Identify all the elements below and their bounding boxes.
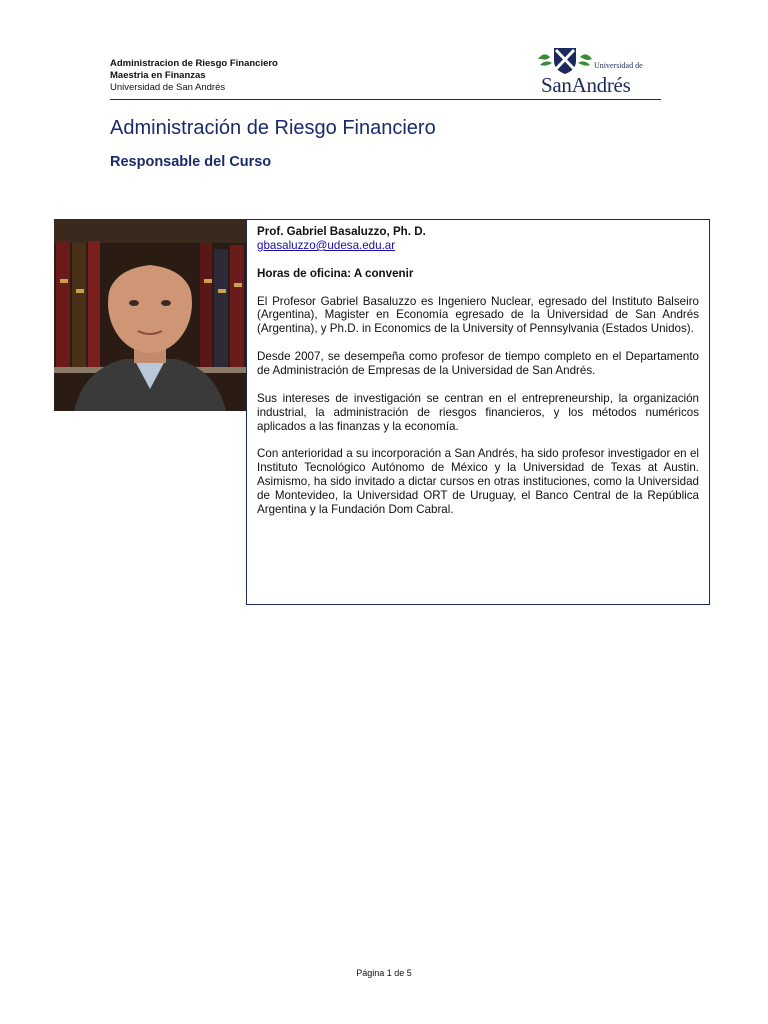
portrait-photo-icon — [54, 219, 246, 411]
instructor-name: Prof. Gabriel Basaluzzo, Ph. D. — [257, 225, 426, 238]
bio-paragraph-research: Sus intereses de investigación se centran en el entrepreneurship, la organización industrial, la administración de riesgos financieros, y los métodos numéricos aplicados a las finanzas y la economía. — [257, 391, 699, 433]
university-logo — [536, 45, 660, 95]
bio-paragraph-position: Desde 2007, se desempeña como profesor de tiempo completo en el Departamento de Administración de Empresas de la Universidad de San Andrés. — [257, 350, 699, 378]
bio-paragraph-experience: Con anterioridad a su incorporación a San Andrés, ha sido profesor investigador en el Instituto Tecnológico Autónomo de México y la Universidad de Texas at Austin. Asimismo, ha sido invitado a dictar cursos en otras instituciones, como la Universidad de Montevideo, la Universidad ORT de Uruguay, el Banco Central de la República Argentina y la Fundación Dom Cabral. — [257, 447, 699, 517]
instructor-photo — [54, 219, 246, 411]
instructor-email-link[interactable]: gbasaluzzo@udesa.edu.ar — [257, 238, 396, 252]
shield-crest-icon — [536, 45, 600, 75]
bio-paragraph-education: El Profesor Gabriel Basaluzzo es Ingeniero Nuclear, egresado del Instituto Balseiro (Argentina), Magister en Economía egresado de la Universidad de San Andrés (Argentina), y Ph.D. in Economics de la University of Pennsylvania (Estados Unidos). — [257, 294, 699, 336]
header-divider — [110, 99, 661, 100]
header-course: Administracion de Riesgo Financiero — [110, 58, 278, 69]
logo-name: SanAndrés — [541, 73, 631, 97]
instructor-bio-box — [246, 219, 710, 605]
section-subtitle: Responsable del Curso — [110, 154, 272, 170]
logo-small-text: Universidad de — [594, 61, 643, 70]
page-number: Página 1 de 5 — [356, 968, 412, 978]
header-program: Maestria en Finanzas — [110, 70, 206, 81]
page-title: Administración de Riesgo Financiero — [110, 117, 436, 139]
page-header — [110, 58, 278, 94]
office-hours: Horas de oficina: A convenir — [257, 266, 414, 280]
header-university: Universidad de San Andrés — [110, 82, 226, 93]
